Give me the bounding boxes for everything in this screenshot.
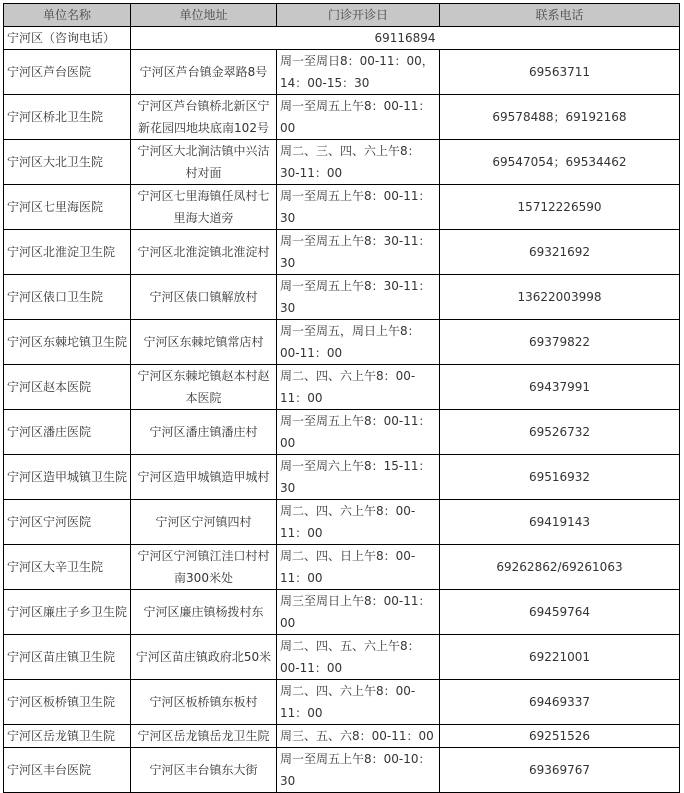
table-row <box>4 748 680 793</box>
contact-phone-cell: 69369767 <box>440 748 680 793</box>
table-row <box>4 725 680 748</box>
unit-address-cell: 宁河区东棘坨镇赵本村赵本医院 <box>131 365 277 410</box>
header-unit-name: 单位名称 <box>4 4 131 27</box>
clinic-hours-cell: 周一至周五上午8：00-11：30 <box>277 185 440 230</box>
unit-address-cell: 宁河区廉庄镇杨拨村东 <box>131 590 277 635</box>
unit-address-cell: 宁河区苗庄镇政府北50米 <box>131 635 277 680</box>
unit-address-cell: 宁河区俵口镇解放村 <box>131 275 277 320</box>
contact-phone-cell: 13622003998 <box>440 275 680 320</box>
contact-phone-cell: 15712226590 <box>440 185 680 230</box>
unit-address-cell: 宁河区宁河镇江洼口村村南300米处 <box>131 545 277 590</box>
unit-name-cell: 宁河区丰台医院 <box>4 748 131 793</box>
unit-name-cell: 宁河区板桥镇卫生院 <box>4 680 131 725</box>
table-row <box>4 410 680 455</box>
table-row <box>4 185 680 230</box>
unit-address-cell: 宁河区宁河镇四村 <box>131 500 277 545</box>
contact-phone-cell: 69379822 <box>440 320 680 365</box>
clinic-hours-cell: 周一至周五上午8：30-11：30 <box>277 275 440 320</box>
table-row <box>4 50 680 95</box>
unit-name-cell: 宁河区宁河医院 <box>4 500 131 545</box>
unit-address-cell: 宁河区东棘坨镇常店村 <box>131 320 277 365</box>
clinic-hours-cell: 周一至周五上午8：00-11：00 <box>277 410 440 455</box>
unit-address-cell: 宁河区北淮淀镇北淮淀村 <box>131 230 277 275</box>
contact-phone-cell: 69516932 <box>440 455 680 500</box>
unit-address-cell: 宁河区板桥镇东板村 <box>131 680 277 725</box>
unit-name-cell: 宁河区大北卫生院 <box>4 140 131 185</box>
table-row <box>4 635 680 680</box>
clinic-hours-cell: 周二、四、六上午8：00-11：00 <box>277 500 440 545</box>
unit-address-cell: 宁河区芦台镇金翠路8号 <box>131 50 277 95</box>
clinic-table <box>3 3 680 793</box>
header-clinic-days: 门诊开诊日 <box>277 4 440 27</box>
contact-phone-cell: 69321692 <box>440 230 680 275</box>
clinic-hours-cell: 周一至周五，周日上午8：00-11：00 <box>277 320 440 365</box>
unit-name-cell: 宁河区苗庄镇卫生院 <box>4 635 131 680</box>
table-row <box>4 95 680 140</box>
clinic-hours-cell: 周一至周日8：00-11：00，14：00-15：30 <box>277 50 440 95</box>
table-row <box>4 590 680 635</box>
clinic-hours-cell: 周一至周五上午8：00-11：00 <box>277 95 440 140</box>
unit-address-cell: 宁河区岳龙镇岳龙卫生院 <box>131 725 277 748</box>
contact-phone-cell: 69459764 <box>440 590 680 635</box>
unit-name-cell: 宁河区俵口卫生院 <box>4 275 131 320</box>
contact-phone-cell: 69526732 <box>440 410 680 455</box>
contact-phone-cell: 69563711 <box>440 50 680 95</box>
unit-address-cell: 宁河区大北涧沽镇中兴沽村对面 <box>131 140 277 185</box>
table-row <box>4 320 680 365</box>
clinic-hours-cell: 周二、四、六上午8：00-11：00 <box>277 680 440 725</box>
clinic-hours-cell: 周二、四、日上午8：00-11：00 <box>277 545 440 590</box>
table-row <box>4 455 680 500</box>
unit-name-cell: 宁河区桥北卫生院 <box>4 95 131 140</box>
table-row <box>4 230 680 275</box>
table-row <box>4 680 680 725</box>
contact-phone-cell: 69419143 <box>440 500 680 545</box>
unit-address-cell: 宁河区七里海镇任凤村七里海大道旁 <box>131 185 277 230</box>
header-contact-phone: 联系电话 <box>440 4 680 27</box>
contact-phone-cell: 69221001 <box>440 635 680 680</box>
contact-phone-cell: 69469337 <box>440 680 680 725</box>
clinic-hours-cell: 周一至周五上午8：30-11：30 <box>277 230 440 275</box>
unit-name-cell: 宁河区赵本医院 <box>4 365 131 410</box>
header-unit-address: 单位地址 <box>131 4 277 27</box>
clinic-hours-cell: 周二、四、六上午8：00-11：00 <box>277 365 440 410</box>
hotline-name: 宁河区（咨询电话） <box>4 27 131 50</box>
contact-phone-cell: 69262862/69261063 <box>440 545 680 590</box>
hotline-row <box>4 27 680 50</box>
header-row <box>4 4 680 27</box>
table-row <box>4 500 680 545</box>
clinic-hours-cell: 周三、五、六8：00-11：00 <box>277 725 440 748</box>
unit-name-cell: 宁河区岳龙镇卫生院 <box>4 725 131 748</box>
clinic-hours-cell: 周二、三、四、六上午8：30-11：00 <box>277 140 440 185</box>
table-row <box>4 140 680 185</box>
unit-address-cell: 宁河区造甲城镇造甲城村 <box>131 455 277 500</box>
contact-phone-cell: 69251526 <box>440 725 680 748</box>
contact-phone-cell: 69437991 <box>440 365 680 410</box>
unit-name-cell: 宁河区七里海医院 <box>4 185 131 230</box>
table-row <box>4 365 680 410</box>
hotline-phone: 69116894 <box>131 27 680 50</box>
unit-address-cell: 宁河区丰台镇东大街 <box>131 748 277 793</box>
contact-phone-cell: 69547054；69534462 <box>440 140 680 185</box>
table-row <box>4 275 680 320</box>
unit-name-cell: 宁河区东棘坨镇卫生院 <box>4 320 131 365</box>
unit-name-cell: 宁河区廉庄子乡卫生院 <box>4 590 131 635</box>
clinic-hours-cell: 周三至周日上午8：00-11：00 <box>277 590 440 635</box>
clinic-hours-cell: 周二、四、五、六上午8：00-11：00 <box>277 635 440 680</box>
unit-name-cell: 宁河区造甲城镇卫生院 <box>4 455 131 500</box>
clinic-hours-cell: 周一至周五上午8：00-10：30 <box>277 748 440 793</box>
unit-name-cell: 宁河区北淮淀卫生院 <box>4 230 131 275</box>
clinic-hours-cell: 周一至周六上午8：15-11：30 <box>277 455 440 500</box>
unit-name-cell: 宁河区潘庄医院 <box>4 410 131 455</box>
table-row <box>4 545 680 590</box>
unit-name-cell: 宁河区芦台医院 <box>4 50 131 95</box>
unit-name-cell: 宁河区大辛卫生院 <box>4 545 131 590</box>
contact-phone-cell: 69578488；69192168 <box>440 95 680 140</box>
unit-address-cell: 宁河区芦台镇桥北新区宁新花园四地块底南102号 <box>131 95 277 140</box>
unit-address-cell: 宁河区潘庄镇潘庄村 <box>131 410 277 455</box>
